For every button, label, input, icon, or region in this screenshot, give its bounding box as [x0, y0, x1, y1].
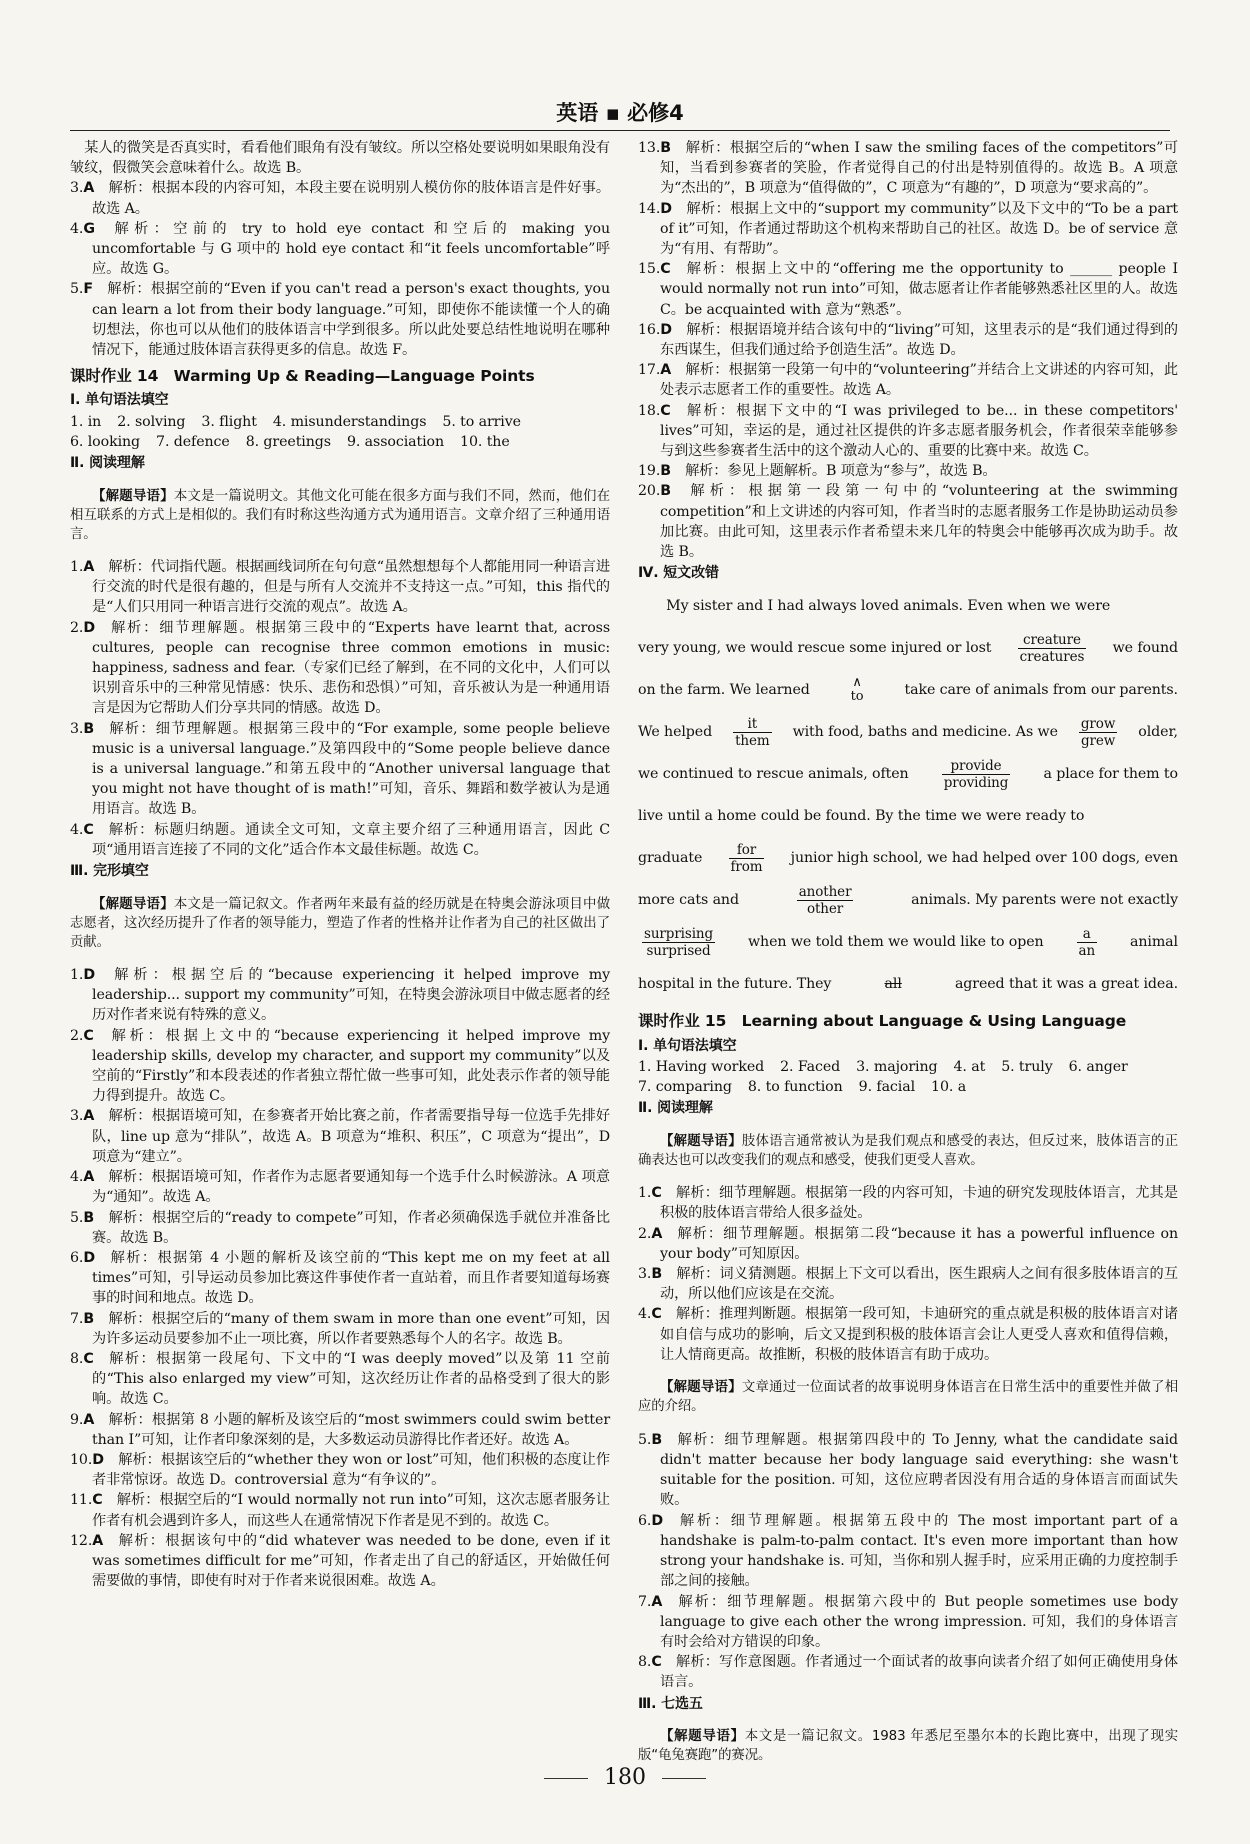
grammar-answer: 2. solving	[117, 413, 186, 430]
lesson15-part3-title: Ⅲ. 七选五	[638, 1695, 703, 1712]
essay-text: take care of animals from our parents.	[904, 682, 1178, 699]
grammar-answer: 8. greetings	[245, 433, 331, 450]
item-answer: C	[651, 1654, 662, 1671]
grammar-answer: 4. misunderstandings	[272, 413, 427, 430]
essay-text: graduate	[638, 850, 703, 867]
item-number: 3.	[70, 720, 84, 737]
essay-text: My sister and I had always loved animals. Even when we were	[638, 598, 1111, 615]
corrected-word: an	[1078, 942, 1096, 959]
item-number: 5.	[70, 281, 84, 298]
item-answer: A	[651, 1225, 663, 1242]
essay-text: with food, baths and medicine. As we	[792, 724, 1058, 741]
answer-item	[638, 461, 1178, 481]
part4-title: Ⅳ. 短文改错	[638, 565, 719, 582]
item-number: 9.	[70, 1411, 84, 1428]
answer-item	[70, 1410, 610, 1450]
item-explanation: 解析：词义猜测题。根据上下文可以看出，医生跟病人之间有很多肢体语言的互动，所以他们应该是在交流。	[660, 1266, 1178, 1303]
item-explanation: 解析：根据第一段尾句、下文中的“I was deeply moved”以及第 11 空前的“This also enlarged my view”可知，这次经历让作者的品格受到了很大的影响。故选 C。	[92, 1350, 610, 1408]
item-explanation: 解析：细节理解题。根据第三段中的“For example, some people believe music is a universal language.”及第四段中的“Some people believe dance is a universal language.”和第五段中的“Another universal language that you might not have thought of is math!”可知，音乐、舞蹈和数学被认为是通用语言。故选 B。	[92, 720, 610, 818]
essay-text: we found	[1112, 640, 1178, 657]
answer-item	[70, 279, 610, 360]
item-explanation: 解析：根据本段的内容可知，本段主要在说明别人模仿你的肢体语言是件好事。故选 A。	[92, 180, 610, 217]
item-number: 1.	[70, 559, 84, 576]
inserted-word: to	[850, 689, 864, 705]
grammar-answer: 6. looking	[70, 433, 141, 450]
item-explanation: 解析：根据语境可知，在参赛者开始比赛之前，作者需要指导每一位选手先排好队，line up 意为“排队”，故选 A。B 项意为“堆积、积压”，C 项意为“提出”，D 项意为“建立”。	[92, 1108, 610, 1165]
item-answer: D	[92, 1451, 104, 1468]
answer-item	[70, 219, 610, 280]
essay-line	[638, 627, 1178, 669]
guide-tag: 【解题导语】	[660, 1380, 742, 1396]
item-explanation: 解析：根据第 8 小题的解析及该空后的“most swimmers could swim better than I”可知，让作者印象深刻的是，大多数运动员游得比作者还好。故选 A。	[92, 1411, 610, 1448]
original-word: a	[1077, 926, 1098, 943]
original-word: another	[798, 883, 852, 900]
essay-text: hospital in the future. They	[638, 976, 832, 993]
item-explanation: 解析：细节理解题。根据第一段的内容可知，卡迪的研究发现肢体语言，尤其是积极的肢体语言带给人很多益处。	[660, 1185, 1178, 1222]
essay-text: a place for them to	[1043, 766, 1178, 783]
grammar-answer: 2. Faced	[780, 1058, 841, 1075]
essay-line	[638, 669, 1178, 711]
item-explanation: 解析：根据下文中的“I was privileged to be... in these competitors' lives”可知，幸运的是，通过社区提供的许多志愿者服务机会，作者很荣幸能够参与到这些参赛者生活中的这个激动人心的、重要的比赛中来。故选 C。	[660, 402, 1178, 460]
guide-tag: 【解题导语】	[92, 488, 174, 504]
item-explanation: 某人的微笑是否真实时，看看他们眼角有没有皱纹。所以空格处要说明如果眼角没有皱纹，假微笑会意味着什么。故选 B。	[70, 140, 610, 177]
item-answer: C	[660, 261, 671, 278]
item-number: 5.	[70, 1209, 84, 1226]
grammar-answer: 7. comparing	[638, 1079, 732, 1096]
essay-text: when we told them we would like to open	[748, 934, 1044, 951]
lesson15-grammar-answers	[638, 1057, 1178, 1097]
left-column	[70, 138, 610, 1738]
item-number: 14.	[638, 200, 661, 217]
correction-mark	[1079, 716, 1117, 749]
item-number: 20.	[638, 483, 661, 500]
essay-text: very young, we would rescue some injured or lost	[638, 640, 992, 657]
grammar-answer: 1. in	[70, 413, 102, 430]
answer-item	[638, 1224, 1178, 1264]
grammar-answer: 5. truly	[1001, 1058, 1053, 1075]
item-answer: A	[83, 559, 95, 576]
lesson14-cloze-guide: 【解题导语】本文是一篇记叙文。作者两年来最有益的经历就是在特奥会游泳项目中做志愿者，这次经历提升了作者的领导能力，塑造了作者的性格并让作者为自己的社区做出了贡献。	[70, 896, 610, 950]
item-number: 1.	[70, 967, 84, 984]
answer-item	[638, 320, 1178, 360]
item-number: 4.	[70, 821, 84, 838]
item-number: 3.	[638, 1266, 652, 1283]
grammar-answer: 8. to function	[747, 1079, 843, 1096]
item-answer: A	[92, 1532, 104, 1549]
item-number: 17.	[638, 362, 661, 379]
essay-text: We helped	[638, 724, 713, 741]
item-number: 16.	[638, 321, 661, 338]
item-answer: B	[660, 463, 671, 480]
item-explanation: 解析：标题归纳题。通读全文可知，文章主要介绍了三种通用语言，因此 C 项“通用语言连接了不同的文化”适合作本文最佳标题。故选 C。	[92, 821, 610, 858]
grammar-answer: 9. facial	[858, 1079, 916, 1096]
answer-item	[638, 138, 1178, 199]
page-number: 180	[0, 1765, 1250, 1790]
grammar-answer: 4. at	[953, 1058, 986, 1075]
item-answer: B	[83, 1310, 95, 1327]
lesson14-grammar-answers	[70, 412, 610, 452]
essay-text: more cats and	[638, 892, 739, 909]
item-explanation: 解析：根据空后的“when I saw the smiling faces of the competitors”可知，当看到参赛者的笑脸，作者觉得自己的付出是特别值得的。故选 B。A 项意为“杰出的”，B 项意为“值得做的”，C 项意为“有趣的”，D 项意为“要求高的”。	[660, 140, 1178, 197]
answer-item	[638, 199, 1178, 260]
essay-line	[638, 963, 1178, 1005]
essay-line	[638, 921, 1178, 963]
item-number: 1.	[638, 1185, 652, 1202]
item-answer: G	[83, 220, 95, 237]
lesson14-part3-title: Ⅲ. 完形填空	[70, 863, 149, 880]
grammar-answer: 1. Having worked	[638, 1058, 765, 1075]
corrected-word: providing	[943, 774, 1009, 791]
item-explanation: 解析：参见上题解析。B 项意为“参与”，故选 B。	[685, 463, 997, 480]
answer-item	[70, 1248, 610, 1309]
item-answer: D	[83, 1249, 96, 1266]
item-answer: A	[660, 362, 672, 379]
answer-item	[638, 1183, 1178, 1223]
answer-item	[70, 1026, 610, 1107]
item-number: 10.	[70, 1451, 93, 1468]
item-explanation: 解析：根据空后的“I would normally not run into”可知，这次志愿者服务让作者有机会遇到许多人，而这些人在通常情况下作者是见不到的。故选 C。	[92, 1492, 610, 1529]
grammar-answer: 9. association	[346, 433, 445, 450]
grammar-answer: 10. the	[460, 433, 510, 450]
error-correction-essay	[638, 585, 1178, 1005]
lesson15-part2-title: Ⅱ. 阅读理解	[638, 1100, 713, 1117]
item-number: 11.	[70, 1492, 93, 1509]
item-explanation: 解析：根据第一段第一句中的“volunteering”并结合上文讲述的内容可知，此处表示志愿者工作的重要性。故选 A。	[660, 362, 1178, 399]
answer-item	[638, 1592, 1178, 1653]
item-explanation: 解析：根据空后的“many of them swam in more than one event”可知，因为许多运动员要参加不止一项比赛，所以作者要熟悉每个人的名字。故选 B。	[92, 1310, 610, 1347]
essay-line	[638, 837, 1178, 879]
item-explanation: 解析：根据语境可知，作者作为志愿者要通知每一个选手什么时候游泳。A 项意为“通知”。故选 A。	[92, 1169, 610, 1206]
item-answer: A	[651, 1593, 663, 1610]
item-explanation: 解析：写作意图题。作者通过一个面试者的故事向读者介绍了如何正确使用身体语言。	[660, 1654, 1178, 1691]
guide-tag: 【解题导语】	[92, 896, 174, 912]
lesson14-title: 课时作业 14 Warming Up & Reading—Language Points	[70, 367, 535, 386]
lesson14-reading-guide: 【解题导语】本文是一篇说明文。其他文化可能在很多方面与我们不同，然而，他们在相互联系的方式上是相似的。我们有时称这些沟通方式为通用语言。文章介绍了三种通用语言。	[70, 488, 610, 542]
item-explanation: 解析：根据空前的“Even if you can't read a person's exact thoughts, you can learn a lot from their body language.”可知，即使你不能读懂一个人的确切想法，你也可以从他们的肢体语言中学到很多。所以此处要总结性地说明在哪种情况下，能通过肢体语言获得更多的信息。故选 F。	[92, 281, 610, 359]
grammar-answer: 10. a	[931, 1079, 967, 1096]
lesson14-part2-title: Ⅱ. 阅读理解	[70, 455, 145, 472]
essay-text: live until a home could be found. By the time we were ready to	[638, 808, 1085, 825]
answer-item	[70, 618, 610, 719]
essay-text: on the farm. We learned	[638, 682, 810, 699]
item-number: 4.	[638, 1306, 652, 1323]
guide-tag: 【解题导语】	[660, 1729, 745, 1745]
item-number: 3.	[70, 1108, 84, 1125]
grammar-answer: 5. to arrive	[442, 413, 521, 430]
item-number: 12.	[70, 1532, 93, 1549]
item-number: 5.	[638, 1431, 652, 1448]
corrected-word: from	[730, 858, 763, 875]
essay-text: junior high school, we had helped over 100 dogs, even	[790, 850, 1178, 867]
original-word: for	[729, 842, 765, 859]
guide-tag: 【解题导语】	[660, 1133, 742, 1149]
item-explanation: 解析：根据语境并结合该句中的“living”可知，这里表示的是“我们通过得到的东西谋生，但我们通过给予创造生活”。故选 D。	[660, 321, 1178, 359]
correction-mark	[729, 842, 765, 875]
original-word: creature	[1018, 632, 1087, 649]
answer-item	[70, 1450, 610, 1490]
item-number: 2.	[638, 1225, 652, 1242]
item-number: 15.	[638, 261, 661, 278]
item-number: 8.	[638, 1654, 652, 1671]
item-number: 7.	[70, 1310, 84, 1327]
essay-line	[638, 753, 1178, 795]
header-divider	[70, 130, 1170, 131]
item-number: 6.	[70, 1249, 84, 1266]
item-answer: D	[83, 619, 96, 636]
lesson14-part1-title: Ⅰ. 单句语法填空	[70, 392, 169, 409]
item-answer: F	[83, 281, 93, 298]
item-answer: A	[83, 1108, 95, 1125]
item-answer: B	[660, 140, 671, 156]
corrected-word: surprised	[646, 942, 711, 959]
answer-item	[638, 401, 1178, 462]
correction-mark	[942, 758, 1011, 791]
item-answer: D	[651, 1512, 664, 1529]
caret-symbol: ∧	[852, 675, 862, 691]
item-answer: C	[83, 821, 94, 838]
answer-item	[70, 1349, 610, 1410]
original-word: surprising	[644, 925, 714, 942]
correction-mark	[1018, 632, 1087, 665]
corrected-word: other	[806, 900, 844, 917]
item-answer: C	[651, 1185, 662, 1202]
answer-item	[70, 1490, 610, 1530]
item-explanation: 解析：细节理解题。根据第六段中的 But people sometimes use body language to give each other the wrong impression. 可知，我们的身体语言有时会给对方错误的印象。	[660, 1593, 1178, 1650]
item-explanation: 解析：空前的 try to hold eye contact 和空后的 making you uncomfortable 与 G 项中的 hold eye contact 和“it feels uncomfortable”呼应。故选 G。	[92, 220, 610, 278]
item-explanation: 解析：根据上文中的“because experiencing it helped improve my leadership skills, develop my character, and support my community”以及空前的“Firstly”和本段表述的作者独立帮忙做一些事可知，此处表示作者的领导能力得到提升。故选 C。	[92, 1027, 610, 1105]
grammar-answer: 6. anger	[1068, 1058, 1128, 1075]
grammar-answer: 3. flight	[201, 413, 257, 430]
corrected-word: grew	[1080, 732, 1116, 749]
corrected-word: them	[735, 732, 770, 749]
answer-item	[638, 360, 1178, 400]
essay-text: agreed that it was a great idea.	[954, 976, 1178, 993]
item-answer: D	[83, 967, 96, 984]
item-explanation: 解析：细节理解题。根据第五段中的 The most important part of a handshake is palm-to-palm contact. It's even more important than how strong your handshake is. 可知，当你和别人握手时，应采用正确的力度控制手部之间的接触。	[660, 1512, 1178, 1590]
answer-item	[638, 1430, 1178, 1511]
answer-item	[638, 481, 1178, 562]
corrected-word: creatures	[1019, 648, 1085, 665]
answer-item	[70, 1106, 610, 1167]
item-number: 13.	[638, 140, 661, 156]
item-explanation: 解析：细节理解题。根据第三段中的“Experts have learnt that, across cultures, people can recognise three common emotions in music: happiness, sadness and fear.（专家们已经了解到，在不同的文化中，人们可以识别音乐中的三种常见情感：快乐、悲伤和恐惧）”可知，音乐被认为是一种通用语言是因为它帮助人们分享共同的情感。故选 D。	[92, 619, 610, 717]
item-number: 7.	[638, 1593, 652, 1610]
item-answer: C	[651, 1306, 662, 1323]
essay-line	[638, 879, 1178, 921]
item-number: 4.	[70, 1169, 84, 1186]
answer-item	[638, 259, 1178, 320]
answer-item	[638, 1652, 1178, 1692]
original-word: provide	[942, 758, 1011, 775]
insertion-mark	[851, 676, 864, 704]
essay-line	[638, 711, 1178, 753]
item-number: 6.	[638, 1512, 652, 1529]
item-explanation: 解析：根据该空后的“whether they won or lost”可知，他们积极的态度让作者非常惊讶。故选 D。controversial 意为“有争议的”。	[92, 1451, 610, 1489]
lesson15-title: 课时作业 15 Learning about Language & Using Language	[638, 1012, 1127, 1031]
answer-item	[70, 1309, 610, 1349]
correction-mark	[797, 884, 854, 917]
item-explanation: 解析：细节理解题。根据第四段中的 To Jenny, what the candidate said didn't matter because her body language said everything: she wasn't suitable for the position. 可知，这位应聘者因没有用合适的身体语言而面试失败。	[660, 1431, 1178, 1509]
item-number: 3.	[70, 180, 84, 197]
answer-item	[70, 1531, 610, 1592]
item-number: 19.	[638, 463, 661, 480]
item-explanation: 解析：根据空后的“because experiencing it helped improve my leadership... support my community”可知，在特奥会游泳项目中做志愿者的经历对作者来说有特殊的意义。	[92, 967, 610, 1024]
item-answer: B	[660, 483, 671, 500]
item-explanation: 解析：推理判断题。根据第一段可知，卡迪研究的重点就是积极的肢体语言对诸如自信与成功的影响，后文又提到积极的肢体语言会让人更受人喜欢和值得信赖，让人情商更高。故推断，积极的肢体语言有助于成功。	[660, 1306, 1178, 1363]
item-answer: A	[83, 1411, 95, 1428]
answer-item	[70, 820, 610, 860]
answer-item	[70, 719, 610, 820]
item-explanation: 解析：根据上文中的“offering me the opportunity to ______ people I would normally not run into”可知，做志愿者让作者能够熟悉社区里的人。故选 C。be acquainted with 意为“熟悉”。	[660, 261, 1178, 318]
answer-item	[638, 1511, 1178, 1592]
item-number: 4.	[70, 220, 84, 237]
grammar-answer: 7. defence	[156, 433, 230, 450]
item-answer: B	[651, 1266, 663, 1283]
right-column	[638, 138, 1178, 1764]
essay-line	[638, 585, 1178, 627]
item-answer: B	[83, 1209, 95, 1226]
item-number: 2.	[70, 619, 84, 636]
item-number: 2.	[70, 1027, 84, 1044]
item-explanation: 解析：细节理解题。根据第二段“because it has a powerful influence on your body”可知原因。	[660, 1225, 1178, 1262]
essay-text: animal	[1129, 934, 1178, 951]
item-answer: C	[92, 1492, 103, 1509]
lesson15-part1-title: Ⅰ. 单句语法填空	[638, 1037, 737, 1054]
correction-mark	[1077, 926, 1098, 959]
item-answer: C	[660, 402, 671, 419]
lesson15-guide-1: 【解题导语】肢体语言通常被认为是我们观点和感受的表达，但反过来，肢体语言的正确表达也可以改变我们的观点和感受，使我们更受人喜欢。	[638, 1133, 1178, 1168]
answer-item	[70, 1167, 610, 1207]
item-answer: A	[83, 1169, 95, 1186]
essay-text: we continued to rescue animals, often	[638, 766, 909, 783]
item-number: 8.	[70, 1350, 84, 1367]
essay-text: older,	[1138, 724, 1178, 741]
item-explanation: 解析：根据该句中的“did whatever was needed to be done, even if it was sometimes difficult for me”可知，作者走出了自己的舒适区，开始做任何需要做的事情，即使有时对于作者来说很困难。故选 A。	[92, 1532, 610, 1590]
item-answer: C	[83, 1350, 94, 1367]
answer-item	[638, 1304, 1178, 1365]
answer-item	[70, 965, 610, 1026]
answer-item	[70, 138, 610, 178]
essay-line	[638, 795, 1178, 837]
item-explanation: 解析：代词指代题。根据画线词所在句句意“虽然想想每个人都能用同一种语言进行交流的时代是很有趣的，但是与所有人交流并不支持这一点。”可知，this 指代的是“人们只用同一种语言进行交流的观点”。故选 A。	[92, 559, 610, 616]
item-answer: D	[660, 200, 672, 217]
original-word: it	[733, 716, 772, 733]
grammar-answer: 3. majoring	[856, 1058, 938, 1075]
item-explanation: 解析：根据空后的“ready to compete”可知，作者必须确保选手就位并准备比赛。故选 B。	[92, 1209, 610, 1246]
item-answer: C	[83, 1027, 94, 1044]
answer-item	[70, 1208, 610, 1248]
item-answer: D	[660, 321, 672, 338]
item-explanation: 解析：根据第一段第一句中的“volunteering at the swimming competition”和上文讲述的内容可知，作者当时的志愿者服务工作是协助运动员参加比赛。由此可知，这里表示作者希望未来几年的特奥会中能够再次成为助手。故选 B。	[660, 483, 1178, 561]
item-explanation: 解析：根据上文中的“support my community”以及下文中的“To be a part of it”可知，作者通过帮助这个机构来帮助自己的社区。故选 D。be of service 意为“有用、有帮助”。	[660, 200, 1178, 258]
item-explanation: 解析：根据第 4 小题的解析及该空前的“This kept me on my feet at all times”可知，引导运动员参加比赛这件事使作者一直站着，而且作者要知道每场赛事的时间和地点。故选 D。	[92, 1249, 610, 1307]
correction-mark	[642, 926, 715, 959]
item-answer: A	[83, 180, 95, 197]
page-header: 英语 ▪ 必修4	[556, 101, 684, 125]
lesson15-guide-2: 【解题导语】文章通过一位面试者的故事说明身体语言在日常生活中的重要性并做了相应的介绍。	[638, 1380, 1178, 1415]
item-number: 18.	[638, 402, 661, 419]
correction-mark	[733, 716, 772, 749]
answer-item	[70, 178, 610, 218]
answer-item	[70, 557, 610, 618]
original-word: grow	[1080, 715, 1116, 732]
answer-item	[638, 1264, 1178, 1304]
item-answer: B	[83, 720, 95, 737]
essay-text: animals. My parents were not exactly	[911, 892, 1178, 909]
lesson15-guide-3: 【解题导语】本文是一篇记叙文。1983 年悉尼至墨尔本的长跑比赛中，出现了现实版“龟兔赛跑”的赛况。	[638, 1729, 1178, 1764]
item-answer: B	[651, 1431, 663, 1448]
deleted-word: all	[884, 976, 902, 993]
